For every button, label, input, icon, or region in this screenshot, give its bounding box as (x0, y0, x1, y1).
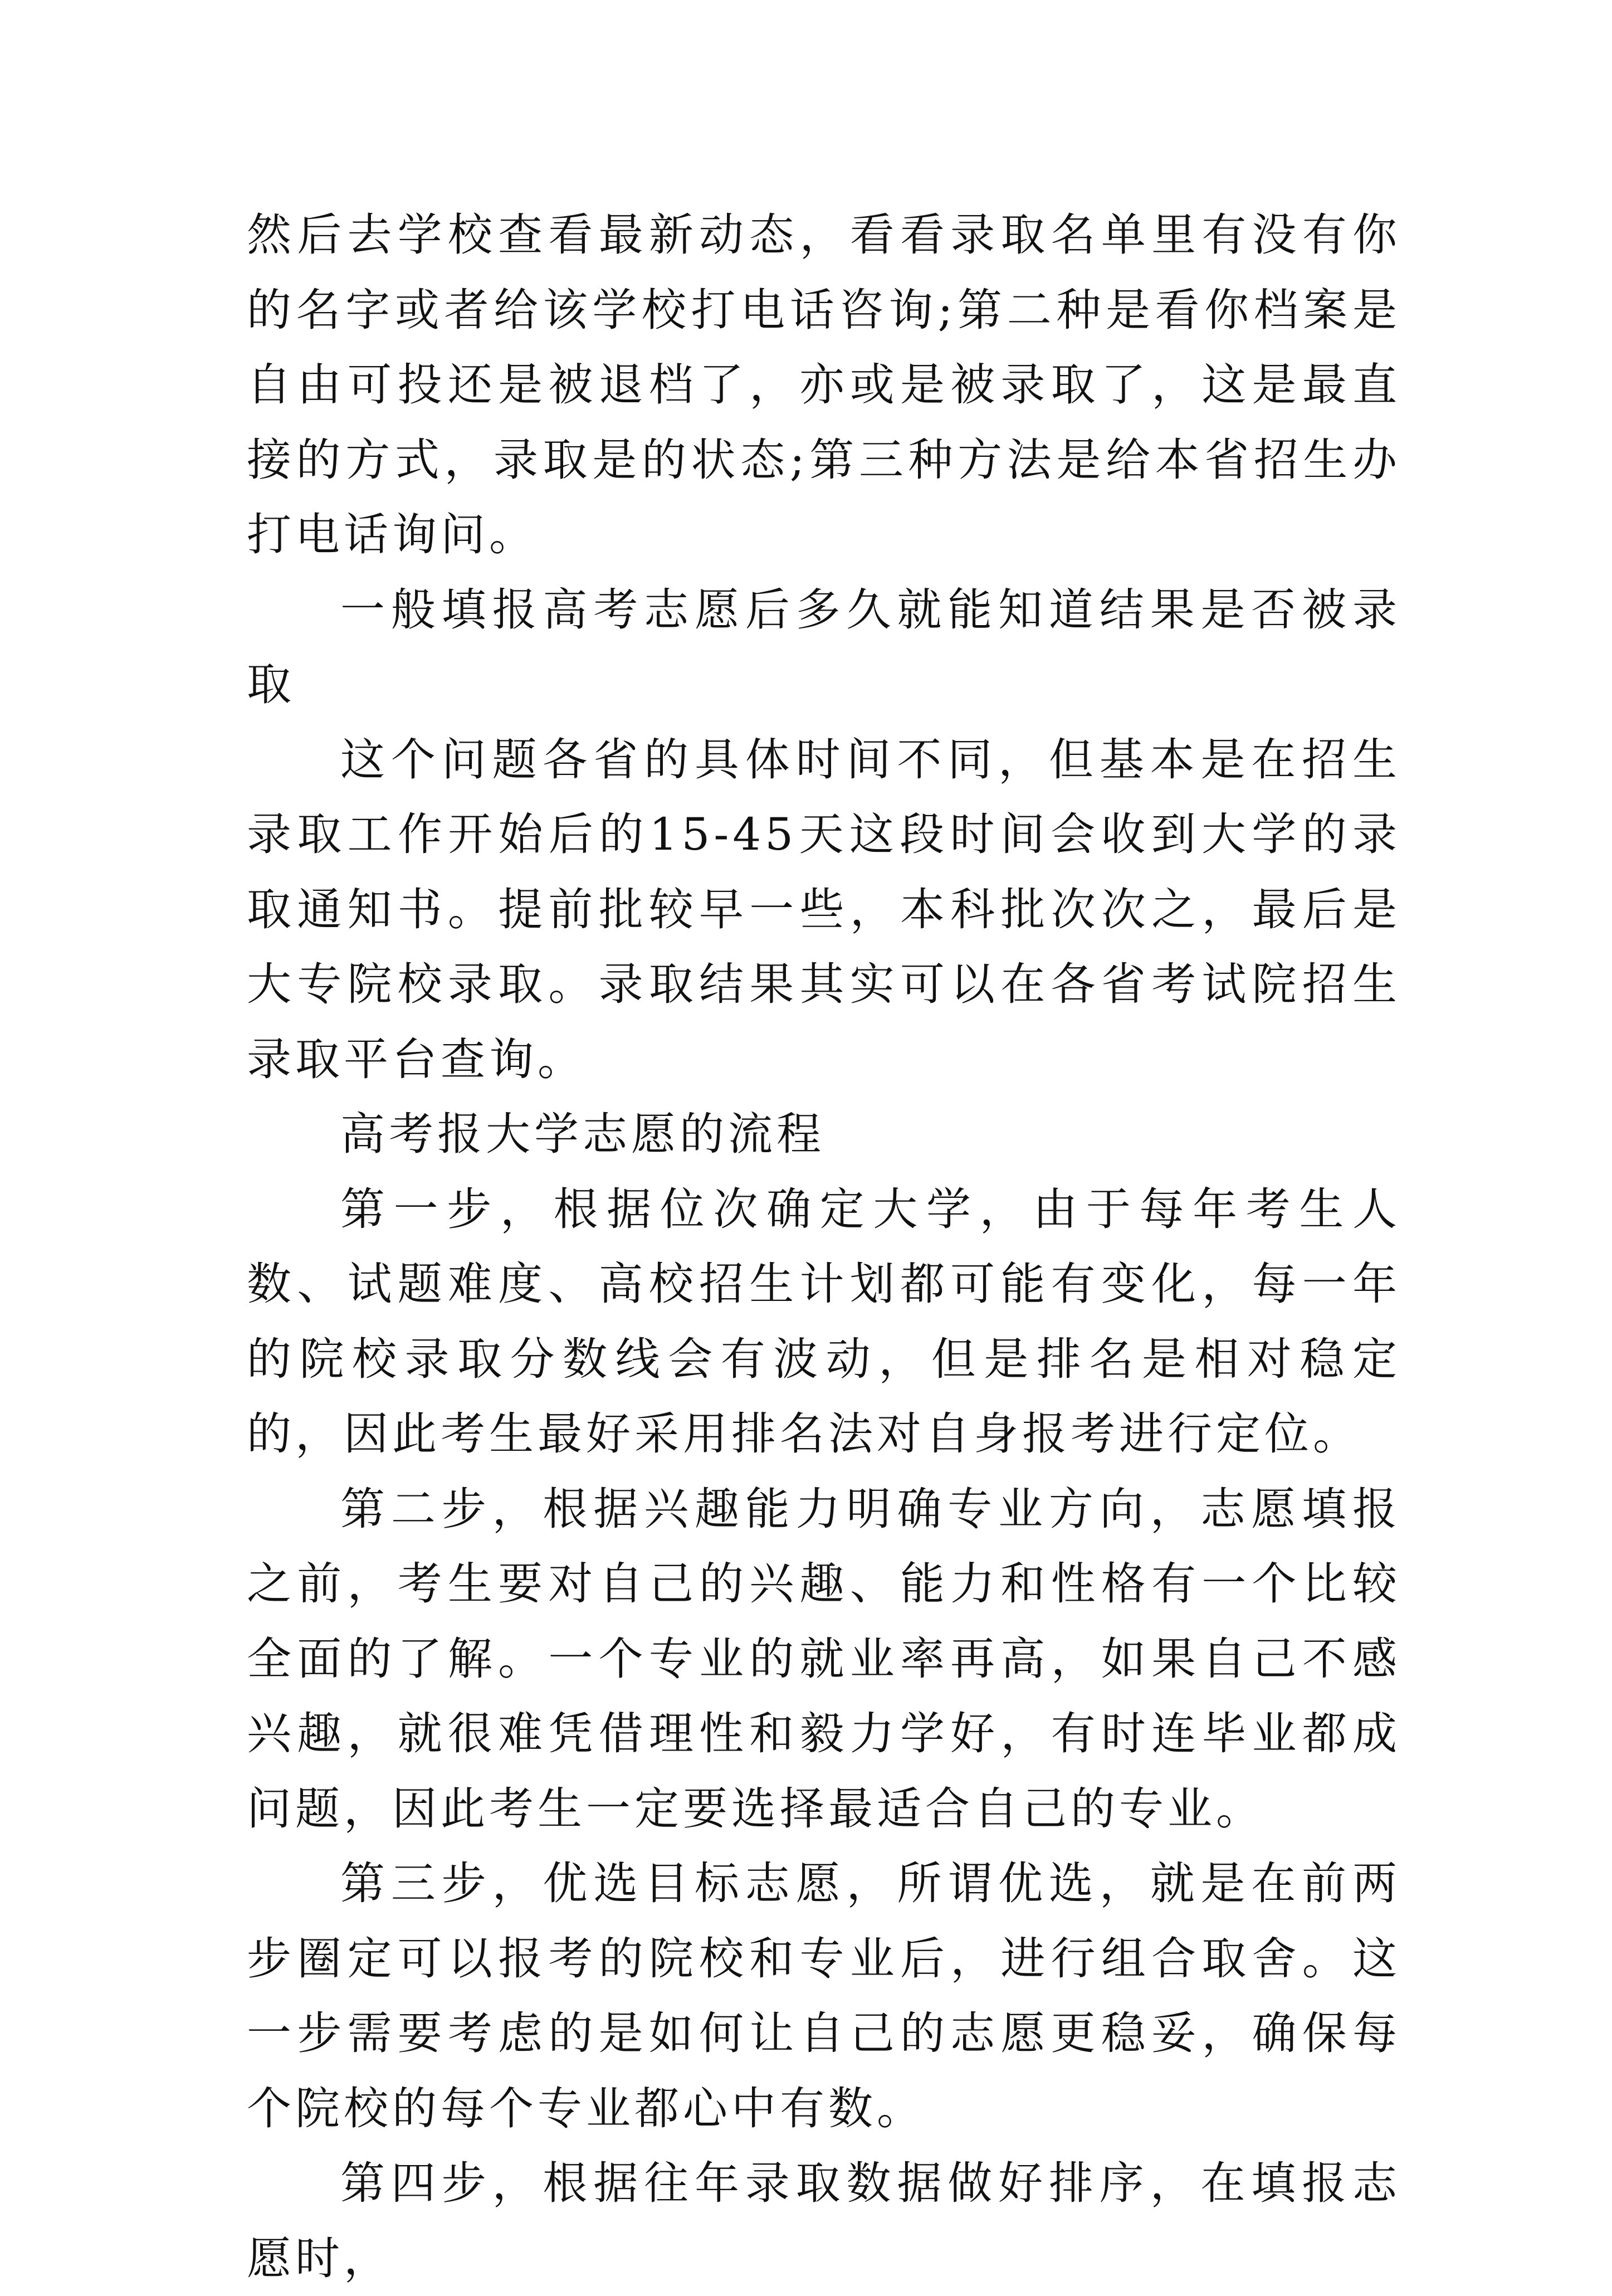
paragraph-6-step-two: 第二步，根据兴趣能力明确专业方向，志愿填报之前，考生要对自己的兴趣、能力和性格有一个比较全面的了解。一个专业的就业率再高，如果自己不感兴趣，就很难凭借理性和毅力学好，有时连毕业都成问题，因此考生一定要选择最适合自己的专业。 (247, 1483, 1401, 1835)
paragraph-7-step-three: 第三步，优选目标志愿，所谓优选，就是在前两步圈定可以报考的院校和专业后，进行组合取舍。这一步需要考虑的是如何让自己的志愿更稳妥，确保每个院校的每个专业都心中有数。 (247, 1858, 1401, 2134)
paragraph-8-step-four: 第四步，根据往年录取数据做好排序，在填报志愿时， (247, 2157, 1401, 2284)
body-text (247, 198, 1401, 2296)
paragraph-2-heading: 一般填报高考志愿后多久就能知道结果是否被录取 (247, 583, 1401, 710)
paragraph-4-heading: 高考报大学志愿的流程 (340, 1108, 825, 1160)
paragraph-3: 这个问题各省的具体时间不同，但基本是在招生录取工作开始后的15-45天这段时间会收到大学的录取通知书。提前批较早一些，本科批次次之，最后是大专院校录取。录取结果其实可以在各省考试院招生录取平台查询。 (247, 733, 1401, 1085)
paragraph-5-step-one: 第一步，根据位次确定大学，由于每年考生人数、试题难度、高校招生计划都可能有变化，每一年的院校录取分数线会有波动，但是排名是相对稳定的，因此考生最好采用排名法对自身报考进行定位。 (247, 1183, 1401, 1460)
paragraph-1: 然后去学校查看最新动态，看看录取名单里有没有你的名字或者给该学校打电话咨询;第二种是看你档案是自由可投还是被退档了，亦或是被录取了，这是最直接的方式，录取是的状态;第三种方法是给本省招生办打电话询问。 (247, 209, 1401, 560)
